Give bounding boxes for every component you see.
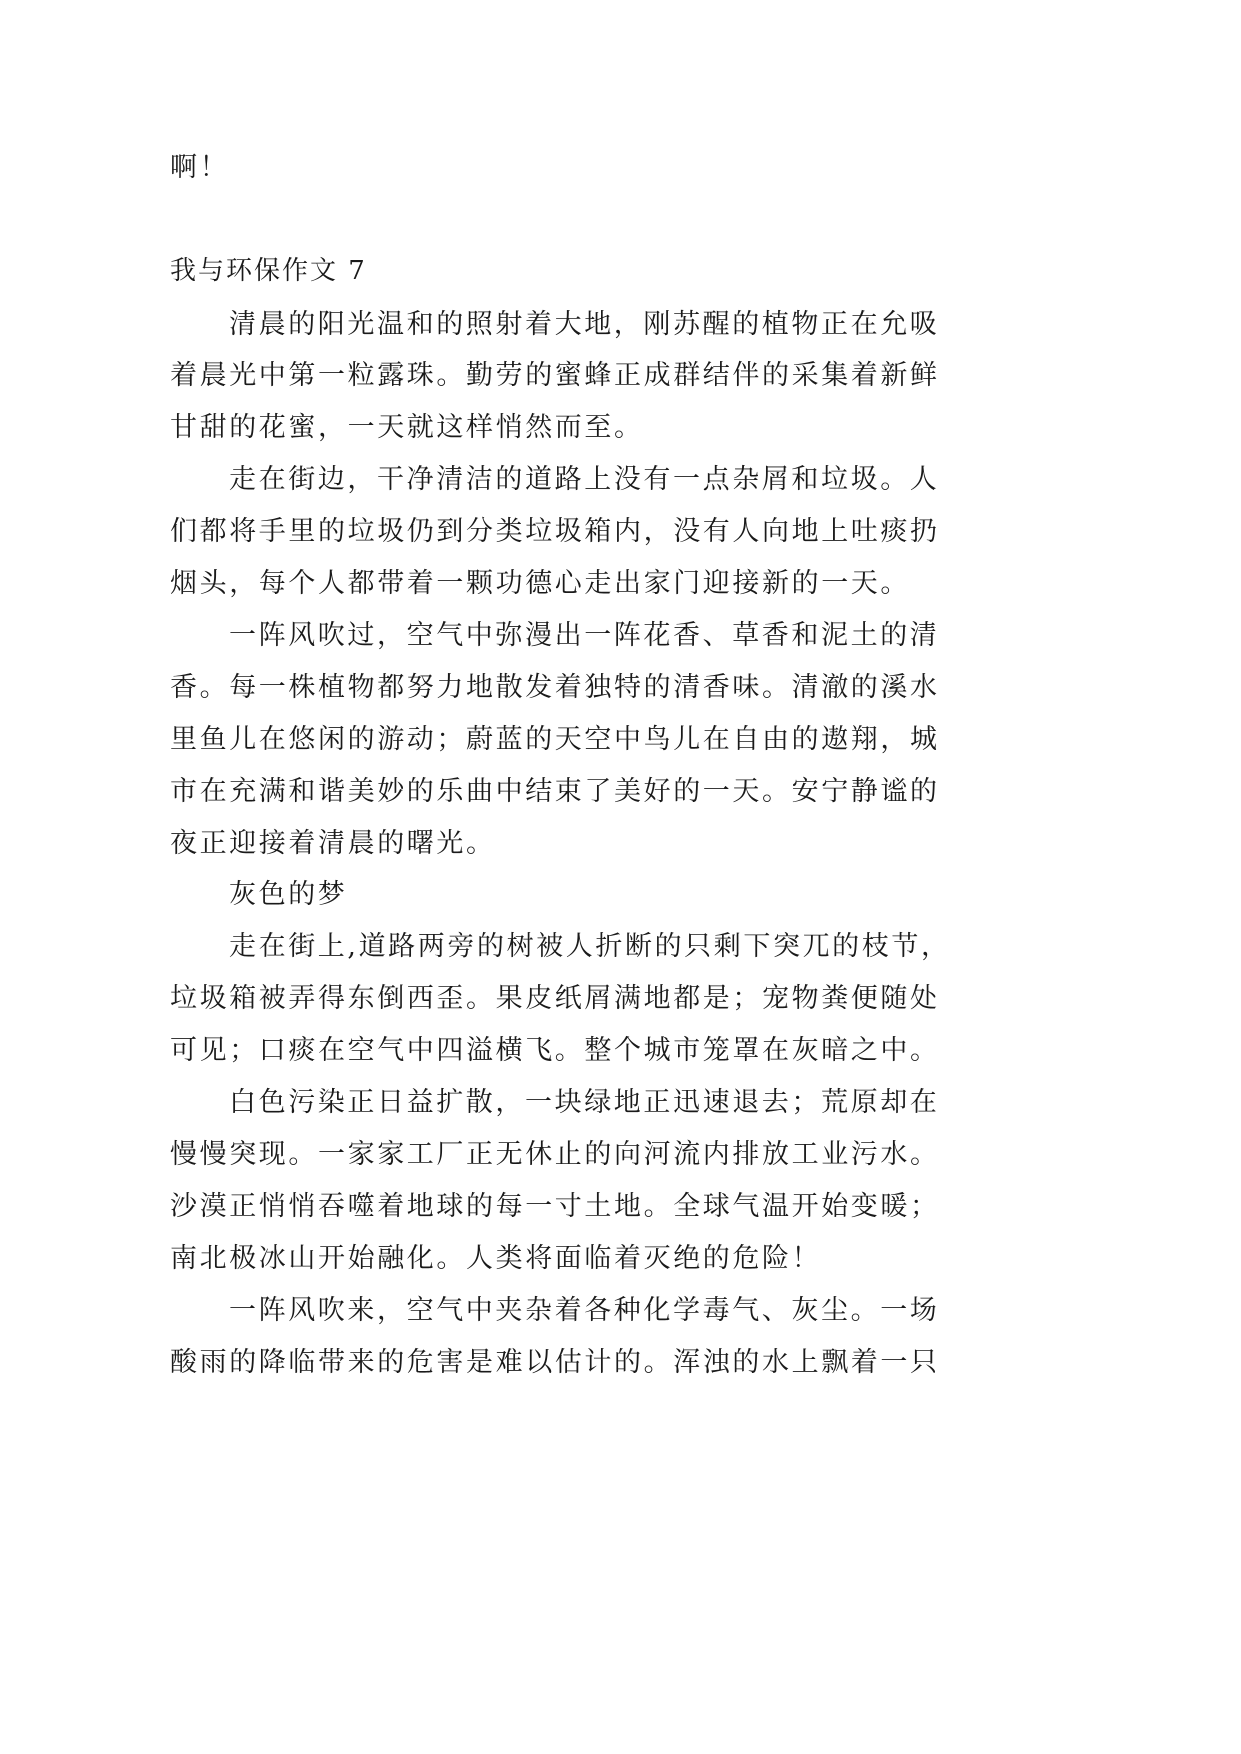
paragraph-line: 酸雨的降临带来的危害是难以估计的。浑浊的水上飘着一只 xyxy=(170,1347,940,1378)
paragraph-line: 白色污染正日益扩散，一块绿地正迅速退去；荒原却在 xyxy=(229,1087,940,1118)
paragraph-line: 市在充满和谐美妙的乐曲中结束了美好的一天。安宁静谧的 xyxy=(170,776,940,807)
paragraph-line: 着晨光中第一粒露珠。勤劳的蜜蜂正成群结伴的采集着新鲜 xyxy=(170,360,940,391)
paragraph-line: 烟头，每个人都带着一颗功德心走出家门迎接新的一天。 xyxy=(170,568,910,599)
section-heading: 灰色的梦 xyxy=(229,879,348,910)
paragraph-line: 可见；口痰在空气中四溢横飞。整个城市笼罩在灰暗之中。 xyxy=(170,1035,940,1066)
paragraph-line: 里鱼儿在悠闲的游动；蔚蓝的天空中鸟儿在自由的遨翔，城 xyxy=(170,724,940,755)
paragraph-line: 走在街上,道路两旁的树被人折断的只剩下突兀的枝节， xyxy=(229,931,951,962)
paragraph-line: 甘甜的花蜜，一天就这样悄然而至。 xyxy=(170,412,644,443)
paragraph-line: 一阵风吹过，空气中弥漫出一阵花香、草香和泥土的清 xyxy=(229,620,940,651)
paragraph-line: 慢慢突现。一家家工厂正无休止的向河流内排放工业污水。 xyxy=(170,1139,940,1170)
paragraph-line: 南北极冰山开始融化。人类将面临着灭绝的危险！ xyxy=(170,1243,822,1274)
paragraph-line: 垃圾箱被弄得东倒西歪。果皮纸屑满地都是；宠物粪便随处 xyxy=(170,983,940,1014)
paragraph-line: 清晨的阳光温和的照射着大地，刚苏醒的植物正在允吸 xyxy=(229,309,940,340)
paragraph-line: 走在街边，干净清洁的道路上没有一点杂屑和垃圾。人 xyxy=(229,464,940,495)
paragraph-line: 们都将手里的垃圾仍到分类垃圾箱内，没有人向地上吐痰扔 xyxy=(170,516,940,547)
paragraph-line: 沙漠正悄悄吞噬着地球的每一寸土地。全球气温开始变暖； xyxy=(170,1191,940,1222)
essay-title: 我与环保作文 7 xyxy=(170,256,367,286)
paragraph-line: 夜正迎接着清晨的曙光。 xyxy=(170,828,496,859)
intro-line: 啊！ xyxy=(170,152,230,183)
paragraph-line: 一阵风吹来，空气中夹杂着各种化学毒气、灰尘。一场 xyxy=(229,1295,940,1326)
paragraph-line: 香。每一株植物都努力地散发着独特的清香味。清澈的溪水 xyxy=(170,672,940,703)
